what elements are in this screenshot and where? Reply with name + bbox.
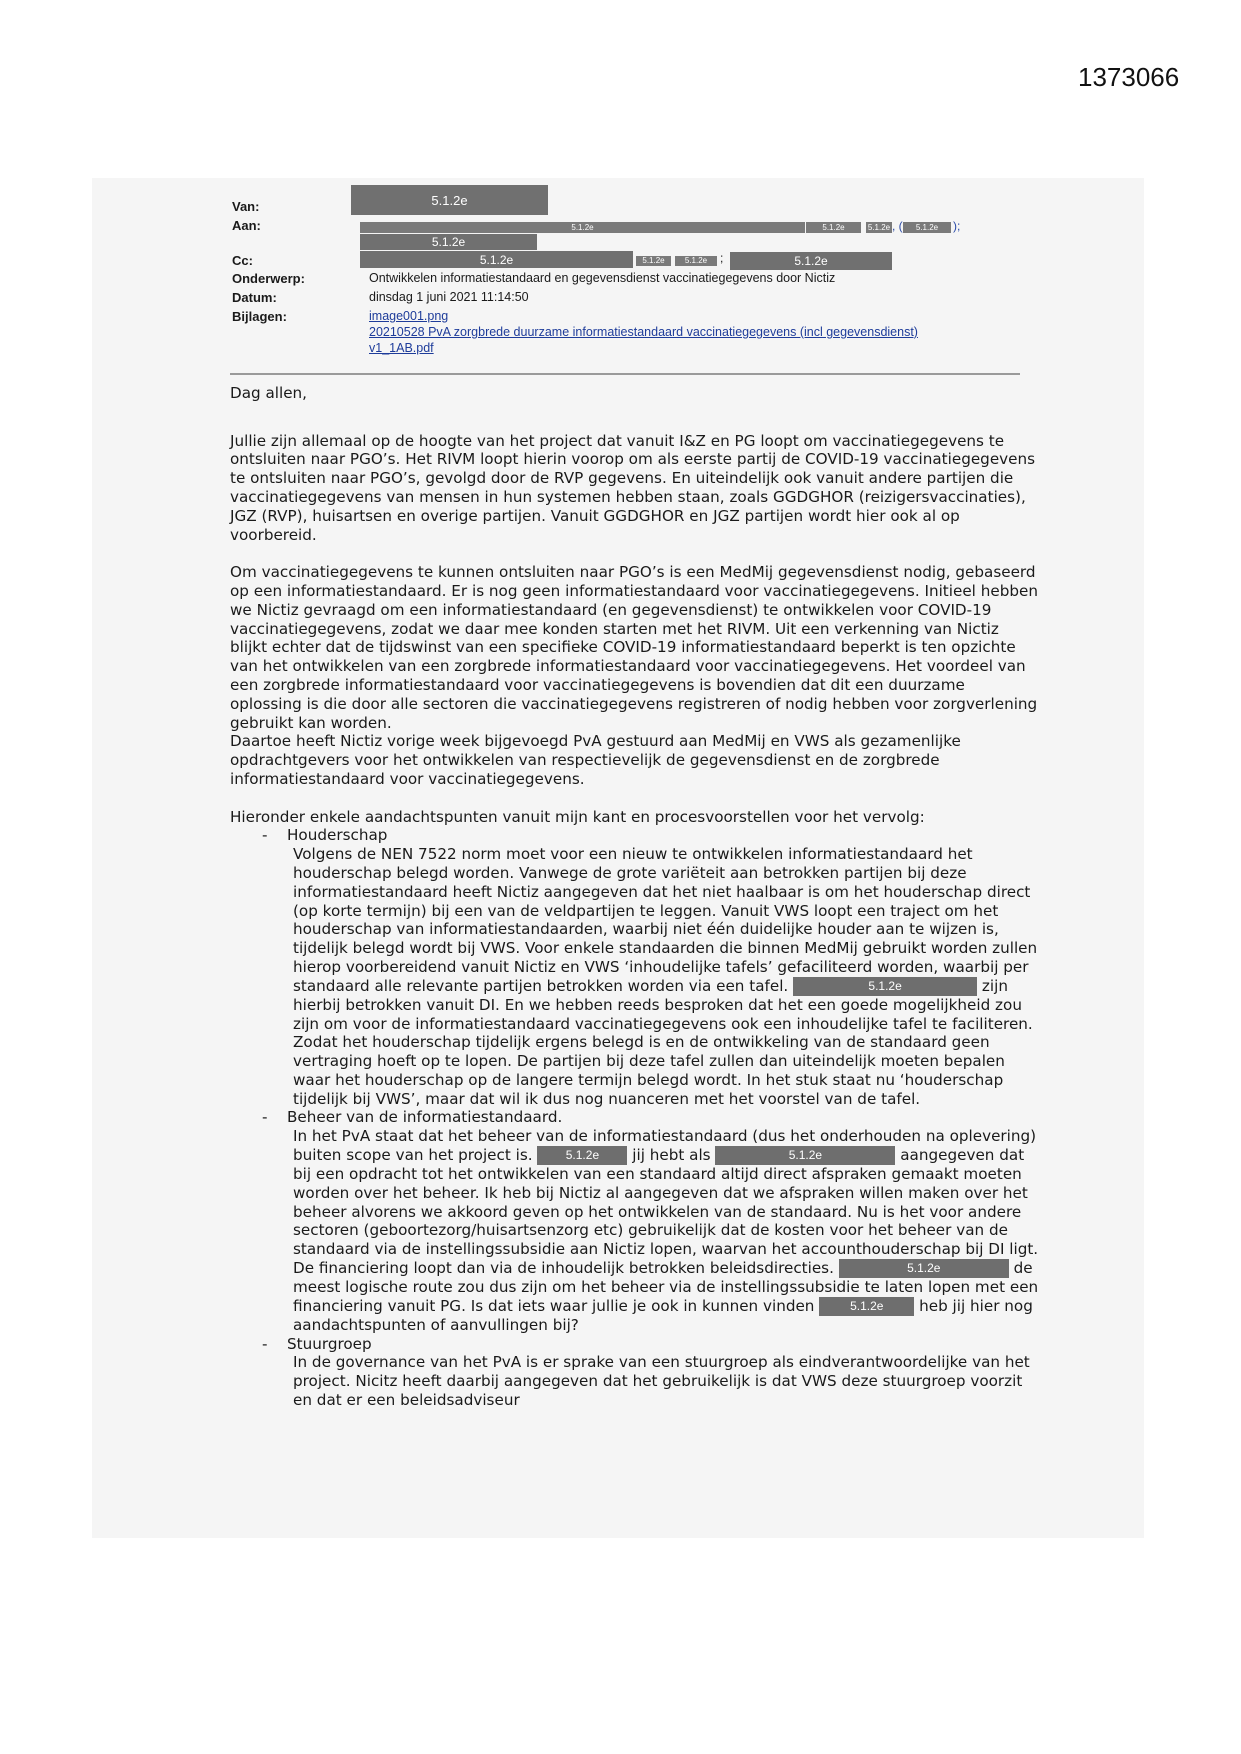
redaction-to-3: 5.1.2e: [867, 222, 891, 232]
redaction-inline: 5.1.2e: [819, 1297, 914, 1316]
document-id: 1373066: [1078, 62, 1180, 92]
paragraph-3: Daartoe heeft Nictiz vorige week bijgevoegd PvA gestuurd aan MedMij en VWS als gezamenlijke opdrachtgevers voor het ontwikkelen van respectievelijk de gegevensdienst en de zorgbrede informatiestandaard voor vaccinatiegegevens.: [230, 732, 961, 788]
text-segment: de meest logische route zou dus zijn om het beheer via de instellingssubsidie te laten lopen met een financiering vanuit PG. Is dat iets waar jullie je ook in kunnen vinden: [293, 1259, 1039, 1315]
attachment-pdf-link[interactable]: 20210528 PvA zorgbrede duurzame informatiestandaard vaccinatiegegevens (incl gegevensdienst): [369, 325, 918, 339]
redaction-cc-4: 5.1.2e: [730, 252, 892, 270]
to-label: Aan:: [232, 218, 261, 233]
redaction-cc-1: 5.1.2e: [360, 251, 633, 268]
bullet-houderschap: [230, 826, 1040, 845]
bullet-dash: -: [262, 826, 268, 845]
from-label: Van:: [232, 199, 260, 214]
text-segment: zijn hierbij betrokken vanuit DI. En we hebben reeds besproken dat het een goede mogelijkheid zou zijn om voor de informatiestandaard vaccinatiegegevens ook een inhoudelijke tafel te faciliteren. Zodat het houderschap tijdelijk ergens belegd is en de ontwikkeling van de standaard geen vertraging hoeft op te lopen. De partijen bij deze tafel zullen dan uiteindelijk moeten bepalen waar het houderschap op de langere termijn belegd wordt. In het stuk staat nu ‘houderschap tijdelijk bij VWS’, maar dat wil ik dus nog nuanceren met het voorstel van de tafel.: [293, 976, 1033, 1108]
header-divider: [230, 373, 1020, 375]
bullet-title: Houderschap: [287, 826, 388, 845]
redaction-to-2: 5.1.2e: [806, 222, 861, 233]
subject-value: Ontwikkelen informatiestandaard en gegevensdienst vaccinatiegegevens door Nictiz: [369, 271, 836, 285]
bullet-houderschap-text: [230, 845, 1040, 1108]
redaction-cc-3: 5.1.2e: [675, 256, 717, 266]
list-intro: Hieronder enkele aandachtspunten vanuit mijn kant en procesvoorstellen voor het vervolg:: [230, 807, 925, 826]
attachments-label: Bijlagen:: [232, 309, 287, 324]
cc-semicolon: ;: [720, 251, 724, 265]
redaction-cc-2: 5.1.2e: [636, 256, 671, 266]
date-value: dinsdag 1 juni 2021 11:14:50: [369, 290, 529, 304]
redaction-to-5: 5.1.2e: [360, 234, 537, 250]
bullet-beheer-text: [230, 1127, 1040, 1334]
attachment-image-link[interactable]: image001.png: [369, 309, 449, 323]
bullet-stuurgroep-text: In de governance van het PvA is er sprake van een stuurgroep als eindverantwoordelijke van het project. Nicitz heeft daarbij aangegeven dat het gebruikelijk is dat VWS deze stuurgroep voorzit en dat er een beleidsadviseur: [293, 1353, 1030, 1410]
attachment-pdf-link-cont[interactable]: v1_1AB.pdf: [369, 341, 434, 355]
paragraph-2: Om vaccinatiegegevens te kunnen ontsluiten naar PGO’s is een MedMij gegevensdienst nodig, gebaseerd op een informatiestandaard. Er is nog geen informatiestandaard voor vaccinatiegegevens. Initieel hebben we Nictiz gevraagd om een informatiestandaard (en gegevensdienst) te ontwikkelen voor COVID-19 vaccinatiegegevens, zodat we daar mee konden starten met het RIVM. Uit een verkenning van Nictiz blijkt echter dat de tijdswinst van een specifieke COVID-19 informatiestandaard beperkt is ten opzichte van het ontwikkelen van een zorgbrede informatiestandaard voor vaccinatiegegevens. Het voordeel van een zorgbrede informatiestandaard voor vaccinatiegegevens is bovendien dat dit een duurzame oplossing is die door alle sectoren die vaccinatiegegevens registreren of nodig hebben voor zorgverlening gebruikt kan worden.: [230, 563, 1038, 732]
redaction-inline: 5.1.2e: [715, 1146, 895, 1165]
date-label: Datum:: [232, 290, 277, 305]
to-end: );: [953, 219, 961, 233]
paragraph-1: Jullie zijn allemaal op de hoogte van het project dat vanuit I&Z en PG loopt om vaccinatiegegevens te ontsluiten naar PGO’s. Het RIVM loopt hierin voorop om als eerste partij de COVID-19 vaccinatiegegevens te ontsluiten naar PGO’s, gevolgd door de RVP gegevens. En uiteindelijk ook vanuit andere partijen die vaccinatiegegevens van mensen in hun systemen hebben staan, zoals GGDGHOR (reizigersvaccinaties), JGZ (RVP), huisartsen en overige partijen. Vanuit GGDGHOR en JGZ partijen wordt hier ook al op voorbereid.: [230, 431, 1036, 544]
cc-label: Cc:: [232, 253, 253, 268]
bullet-title: Stuurgroep: [287, 1334, 372, 1353]
subject-label: Onderwerp:: [232, 271, 305, 286]
bullet-stuurgroep: [230, 1335, 1040, 1354]
redaction-inline: 5.1.2e: [537, 1146, 627, 1165]
text-segment: aangegeven dat bij een opdracht tot het ontwikkelen van een standaard altijd direct afspraken gemaakt moeten worden over het beheer. Ik heb bij Nictiz al aangegeven dat we afspraken willen maken over het beheer alvorens we akkoord geven op het ontwikkelen van de standaard. Nu is het voor andere sectoren (geboortezorg/huisartsenzorg etc) gebruikelijk dat de kosten voor het beheer van de standaard via de instellingssubsidie aan Nictiz lopen, waarvan het accounthouderschap bij DI ligt. De financiering loopt dan via de inhoudelijk betrokken beleidsdirecties.: [293, 1146, 1039, 1278]
text-segment: heb jij hier nog aandachtspunten of aanvullingen bij?: [293, 1296, 1033, 1334]
email-body: [230, 384, 1040, 1410]
bullet-dash: -: [262, 1334, 268, 1353]
bullet-dash: -: [262, 1108, 268, 1127]
bullet-title: Beheer van de informatiestandaard.: [287, 1108, 563, 1127]
text-segment: Volgens de NEN 7522 norm moet voor een nieuw te ontwikkelen informatiestandaard het houderschap belegd worden. Vanwege de grote variëteit aan betrokken partijen bij deze informatiestandaard heeft Nictiz aangegeven dat het niet haalbaar is om het houderschap direct (op korte termijn) bij een van de veldpartijen te leggen. Vanuit VWS loopt een traject om het houderschap van informatiestandaarden, waarbij niet één duidelijke houder aan te wijzen is, tijdelijk belegd wordt bij VWS. Voor enkele standaarden die binnen MedMij gebruikt worden zullen hierop voorbereidend vanuit Nictiz en VWS ‘inhoudelijke tafels’ gefaciliteerd worden, waarbij per standaard alle relevante partijen betrokken worden via een tafel.: [293, 845, 1038, 995]
to-separator: , (: [892, 219, 903, 233]
redaction-inline: 5.1.2e: [793, 977, 977, 996]
greeting: Dag allen,: [230, 384, 308, 402]
redaction-from: 5.1.2e: [351, 185, 548, 215]
text-segment: jij hebt als: [632, 1146, 711, 1165]
text-segment: In het PvA staat dat het beheer van de informatiestandaard (dus het onderhouden na oplevering) buiten scope van het project is.: [293, 1127, 1037, 1165]
redaction-to-4: 5.1.2e: [903, 222, 951, 233]
bullet-beheer: [230, 1108, 1040, 1127]
redaction-inline: 5.1.2e: [839, 1259, 1009, 1278]
redaction-to-1: 5.1.2e: [360, 222, 805, 233]
